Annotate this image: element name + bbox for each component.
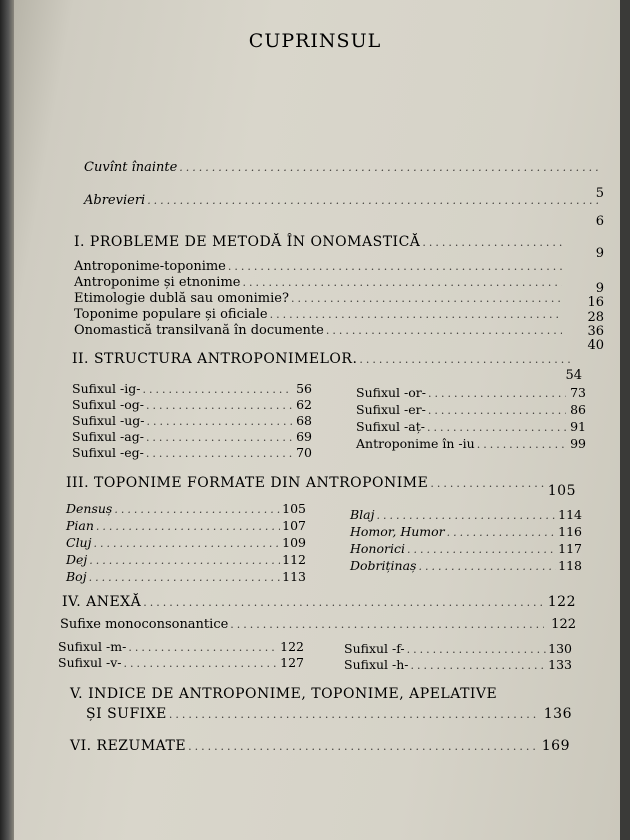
toc-page-number: 16 xyxy=(587,295,604,310)
toc-chapter-2 xyxy=(72,351,572,367)
toc-entry xyxy=(74,275,564,290)
toc-entry xyxy=(356,436,586,451)
toc-entry-label: Sufixul -er- xyxy=(356,402,426,417)
dot-leader xyxy=(422,236,562,249)
dot-leader xyxy=(89,554,280,567)
dot-leader xyxy=(179,161,602,174)
toc-page-number: 133 xyxy=(548,657,572,672)
toc-entry-label: Boj xyxy=(66,569,87,584)
toc-page-number: 113 xyxy=(282,569,306,584)
dot-leader xyxy=(146,447,292,460)
toc-entry xyxy=(66,569,306,584)
toc-entry xyxy=(350,524,582,539)
book-spine xyxy=(0,0,14,840)
toc-entry-label: Pian xyxy=(66,518,94,533)
toc-entry-label: Densuș xyxy=(66,501,113,516)
dot-leader xyxy=(146,431,292,444)
toc-entry xyxy=(356,419,586,434)
toc-entry xyxy=(350,541,582,556)
toc-page-number: 122 xyxy=(551,617,576,632)
dot-leader xyxy=(407,543,556,556)
toc-page-number: 117 xyxy=(558,541,582,556)
toc-page-number: 114 xyxy=(558,507,582,522)
toc-entry-label: Dobriținaș xyxy=(350,558,417,573)
toc-entry-label: Abrevieri xyxy=(84,193,146,208)
toc-chapter-6 xyxy=(70,738,570,754)
dot-leader xyxy=(124,657,279,670)
dot-leader xyxy=(291,292,562,305)
dot-leader xyxy=(411,659,547,672)
dot-leader xyxy=(147,194,602,207)
chapter-title: I. PROBLEME DE METODĂ ÎN ONOMASTICĂ xyxy=(74,234,421,250)
toc-chapter-5-line1 xyxy=(70,686,570,702)
toc-entry xyxy=(74,259,564,274)
dot-leader xyxy=(377,509,557,522)
dot-leader xyxy=(407,643,546,656)
toc-entry xyxy=(74,307,564,322)
toc-entry xyxy=(66,518,306,533)
dot-leader xyxy=(477,438,566,451)
toc-chapter-4 xyxy=(62,594,576,610)
toc-entry xyxy=(72,445,312,460)
dot-leader xyxy=(428,387,566,400)
toc-entry xyxy=(66,501,306,516)
toc-entry-label: Sufixe monoconsonantice xyxy=(60,617,229,632)
dot-leader xyxy=(447,526,556,539)
toc-entry-label: Honorici xyxy=(350,541,405,556)
toc-entry-foreword xyxy=(84,160,604,175)
toc-page-number: 73 xyxy=(570,385,586,400)
toc-entry-label: Sufixul -aț- xyxy=(356,419,425,434)
toc-page-number: 9 xyxy=(595,246,604,261)
chapter-title: V. INDICE DE ANTROPONIME, TOPONIME, APELATIVE xyxy=(70,686,498,702)
toc-page-number: 130 xyxy=(548,641,572,656)
toc-page-number: 28 xyxy=(587,310,604,325)
toc-entry xyxy=(72,381,312,396)
dot-leader xyxy=(146,399,292,412)
toc-entry xyxy=(66,535,306,550)
toc-page-number: 109 xyxy=(282,535,306,550)
toc-entry xyxy=(72,397,312,412)
toc-entry-label: Sufixul -ug- xyxy=(72,413,145,428)
toc-entry-label: Sufixul -or- xyxy=(356,385,426,400)
toc-chapter-3 xyxy=(66,475,576,499)
toc-page-number: 40 xyxy=(587,338,604,353)
toc-page-number: 107 xyxy=(282,518,306,533)
dot-leader xyxy=(114,503,280,516)
toc-page-number: 116 xyxy=(558,524,582,539)
dot-leader xyxy=(230,618,544,631)
toc-entry-label: Blaj xyxy=(350,507,375,522)
toc-page-number: 54 xyxy=(565,368,582,383)
toc-page-number: 105 xyxy=(282,501,306,516)
toc-page-number: 5 xyxy=(595,186,604,201)
dot-leader xyxy=(94,537,281,550)
toc-page-number: 122 xyxy=(547,594,576,610)
toc-page-number: 112 xyxy=(282,552,306,567)
chapter-title: ȘI SUFIXE xyxy=(86,706,167,722)
page-title: CUPRINSUL xyxy=(248,30,382,52)
toc-entry xyxy=(74,323,564,338)
toc-page-number: 118 xyxy=(558,558,582,573)
toc-entry xyxy=(350,507,582,522)
dot-leader xyxy=(89,571,281,584)
toc-entry-label: Etimologie dublă sau omonimie? xyxy=(74,291,289,306)
toc-entry-label: Onomastică transilvană în documente xyxy=(74,323,324,338)
toc-entry-label: Antroponime în -iu xyxy=(356,436,475,451)
toc-entry-label: Sufixul -v- xyxy=(58,655,122,670)
toc-entry xyxy=(66,552,306,567)
dot-leader xyxy=(428,404,566,417)
toc-page-number: 68 xyxy=(296,413,312,428)
toc-page-number: 36 xyxy=(587,324,604,339)
toc-page-number: 86 xyxy=(570,402,586,417)
toc-entry xyxy=(72,413,312,428)
toc-chapter-5-line2 xyxy=(86,706,572,722)
toc-entry-label: Antroponime-toponime xyxy=(74,259,226,274)
toc-page-number: 9 xyxy=(595,281,604,296)
toc-page-number: 136 xyxy=(543,706,572,722)
toc-entry xyxy=(344,641,572,656)
dot-leader xyxy=(359,353,570,366)
toc-entry-label: Sufixul -og- xyxy=(72,397,144,412)
toc-entry-label: Cuvînt înainte xyxy=(84,160,178,175)
toc-entry-label: Sufixul -ag- xyxy=(72,429,144,444)
toc-page-number: 127 xyxy=(280,655,304,670)
toc-entry-label: Antroponime și etnonime xyxy=(74,275,241,290)
toc-page-number: 62 xyxy=(296,397,312,412)
toc-page-number: 56 xyxy=(296,381,312,396)
dot-leader xyxy=(96,520,280,533)
toc-page-number: 99 xyxy=(570,436,586,451)
toc-page-number: 169 xyxy=(541,738,570,754)
toc-page-number: 122 xyxy=(280,639,304,654)
toc-entry-label: Cluj xyxy=(66,535,92,550)
toc-entry xyxy=(58,639,304,654)
dot-leader xyxy=(430,477,544,490)
chapter-title: III. TOPONIME FORMATE DIN ANTROPONIME xyxy=(66,475,429,491)
chapter-title: II. STRUCTURA ANTROPONIMELOR. xyxy=(72,351,358,367)
toc-chapter-1 xyxy=(74,234,564,250)
dot-leader xyxy=(147,415,292,428)
toc-page-number: 69 xyxy=(296,429,312,444)
dot-leader xyxy=(228,260,562,273)
toc-entry xyxy=(72,429,312,444)
dot-leader xyxy=(169,708,540,721)
dot-leader xyxy=(128,641,278,654)
toc-entry-label: Sufixul -h- xyxy=(344,657,409,672)
toc-entry-label: Dej xyxy=(66,552,88,567)
toc-entry-label: Sufixul -m- xyxy=(58,639,127,654)
dot-leader xyxy=(243,276,563,289)
toc-entry xyxy=(74,291,564,306)
toc-page-number: 105 xyxy=(547,483,576,499)
chapter-title: IV. ANEXĂ xyxy=(62,594,142,610)
toc-page-number: 70 xyxy=(296,445,312,460)
dot-leader xyxy=(427,421,566,434)
dot-leader xyxy=(326,324,562,337)
toc-entry xyxy=(60,617,576,632)
toc-entry xyxy=(356,402,586,417)
chapter-title: VI. REZUMATE xyxy=(70,738,187,754)
toc-entry-label: Sufixul -ig- xyxy=(72,381,141,396)
dot-leader xyxy=(143,596,544,609)
toc-page-number: 6 xyxy=(595,214,604,229)
dot-leader xyxy=(188,740,538,753)
dot-leader xyxy=(142,383,292,396)
toc-entry-label: Toponime populare și oficiale xyxy=(74,307,268,322)
dot-leader xyxy=(270,308,562,321)
toc-entry-abbreviations xyxy=(84,193,604,208)
toc-entry-label: Sufixul -eg- xyxy=(72,445,144,460)
toc-entry xyxy=(350,558,582,573)
toc-entry xyxy=(356,385,586,400)
toc-entry xyxy=(344,657,572,672)
toc-entry-label: Sufixul -f- xyxy=(344,641,405,656)
toc-page-number: 91 xyxy=(570,419,586,434)
toc-entry xyxy=(58,655,304,670)
dot-leader xyxy=(418,560,556,573)
toc-entry-label: Homor, Humor xyxy=(350,524,445,539)
